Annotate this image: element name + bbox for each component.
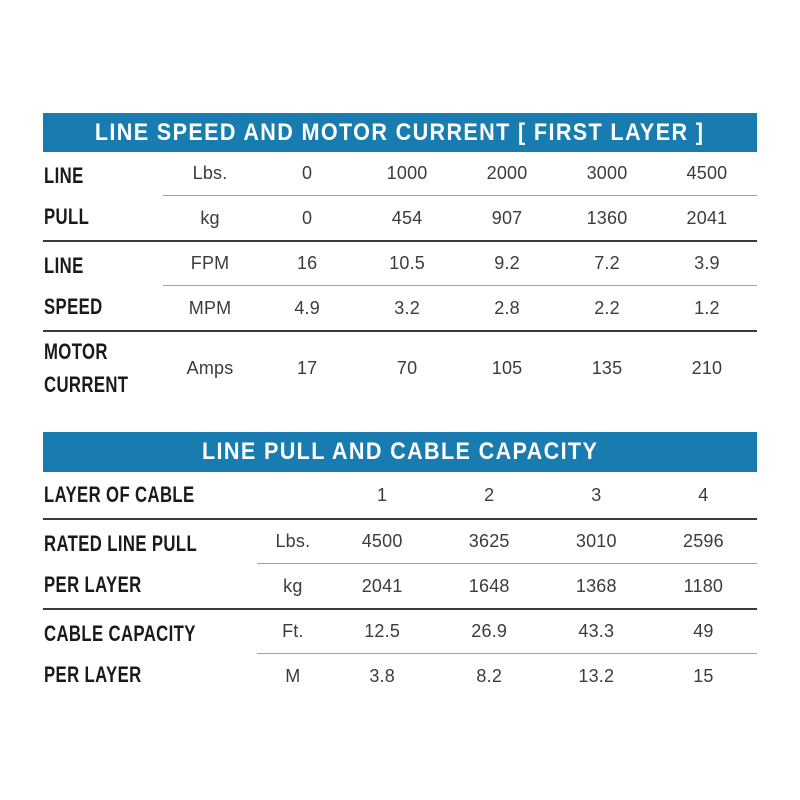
value-cell: 3000 (557, 152, 657, 196)
unit-cell: MPM (188, 297, 232, 318)
section-line-pull (43, 152, 757, 240)
label-line: LINE (44, 162, 84, 188)
value-cell: 454 (391, 207, 423, 228)
value-cell: 1368 (575, 575, 617, 596)
label-line: PER LAYER (44, 571, 142, 597)
value-cell: 8.2 (476, 665, 503, 686)
table-line-speed-motor-current (43, 152, 757, 404)
value-cell: 70 (396, 357, 418, 378)
unit-cell: FPM (163, 242, 257, 286)
value-cell: 4 (698, 484, 709, 505)
value-cell: 2596 (650, 520, 757, 564)
value-cell: 13.2 (578, 665, 615, 686)
label-line: SPEED (44, 293, 103, 319)
label-line: LAYER OF CABLE (44, 482, 195, 508)
spec-content (43, 113, 757, 698)
value-cell: 15 (693, 665, 714, 686)
value-cell: 3 (591, 484, 602, 505)
value-cell: 1360 (586, 207, 628, 228)
value-cell: 3.2 (394, 297, 420, 318)
table2-title: LINE PULL AND CABLE CAPACITY (201, 438, 599, 465)
value-cell: 7.2 (557, 242, 657, 286)
unit-cell: Amps (186, 357, 234, 378)
value-cell: 4.9 (294, 297, 320, 318)
value-cell: 135 (591, 357, 623, 378)
section-line-speed (43, 240, 757, 330)
unit-cell: kg (200, 207, 220, 228)
section-cable-capacity (43, 608, 757, 698)
unit-cell: kg (283, 575, 303, 596)
value-cell: 17 (296, 357, 318, 378)
value-cell: 105 (491, 357, 523, 378)
value-cell: 2041 (361, 575, 403, 596)
value-cell: 4500 (657, 152, 757, 196)
value-cell: 1.2 (694, 297, 720, 318)
value-cell: 3.8 (369, 665, 395, 686)
table2-title-bar (43, 432, 757, 472)
value-cell: 16 (257, 242, 357, 286)
section-rated-line-pull (43, 520, 757, 608)
label-line: CURRENT (44, 371, 129, 397)
value-cell: 10.5 (357, 242, 457, 286)
section-motor-current (43, 330, 757, 404)
value-cell: 1648 (468, 575, 510, 596)
row-group-label-cable-capacity (43, 610, 257, 698)
value-cell: 1180 (683, 575, 724, 596)
row-group-label-line-speed (43, 242, 163, 330)
label-line: LINE (44, 252, 84, 278)
label-line: MOTOR (44, 338, 108, 364)
table-line-pull-cable-capacity (43, 472, 757, 698)
value-cell: 4500 (329, 520, 436, 564)
label-line: PER LAYER (44, 661, 142, 687)
unit-cell: M (285, 665, 301, 686)
section-layer-of-cable (43, 472, 757, 520)
value-cell: 3625 (436, 520, 543, 564)
value-cell: 12.5 (329, 610, 436, 654)
row-group-label-layer-of-cable (43, 472, 257, 518)
value-cell: 0 (302, 207, 313, 228)
value-cell: 0 (257, 152, 357, 196)
unit-cell: Ft. (257, 610, 328, 654)
value-cell: 2.8 (494, 297, 520, 318)
label-line: PULL (44, 203, 90, 229)
value-cell: 210 (691, 357, 723, 378)
value-cell: 1 (377, 484, 388, 505)
row-group-label-line-pull (43, 152, 163, 240)
unit-cell: Lbs. (163, 152, 257, 196)
value-cell: 49 (650, 610, 757, 654)
value-cell: 1000 (357, 152, 457, 196)
table1-title: LINE SPEED AND MOTOR CURRENT [ FIRST LAYER ] (95, 118, 705, 146)
unit-cell (257, 472, 328, 518)
row-group-label-rated-line-pull (43, 520, 257, 608)
value-cell: 2.2 (594, 297, 620, 318)
value-cell: 3.9 (657, 242, 757, 286)
label-line: RATED LINE PULL (44, 530, 198, 556)
value-cell: 9.2 (457, 242, 557, 286)
value-cell: 3010 (543, 520, 650, 564)
row-group-label-motor-current (43, 332, 163, 404)
value-cell: 26.9 (436, 610, 543, 654)
value-cell: 2041 (686, 207, 728, 228)
value-cell: 43.3 (543, 610, 650, 654)
table1-title-bar (43, 113, 757, 152)
unit-cell: Lbs. (257, 520, 328, 564)
value-cell: 2000 (457, 152, 557, 196)
label-line: CABLE CAPACITY (44, 620, 196, 646)
value-cell: 2 (484, 484, 495, 505)
value-cell: 907 (491, 207, 523, 228)
